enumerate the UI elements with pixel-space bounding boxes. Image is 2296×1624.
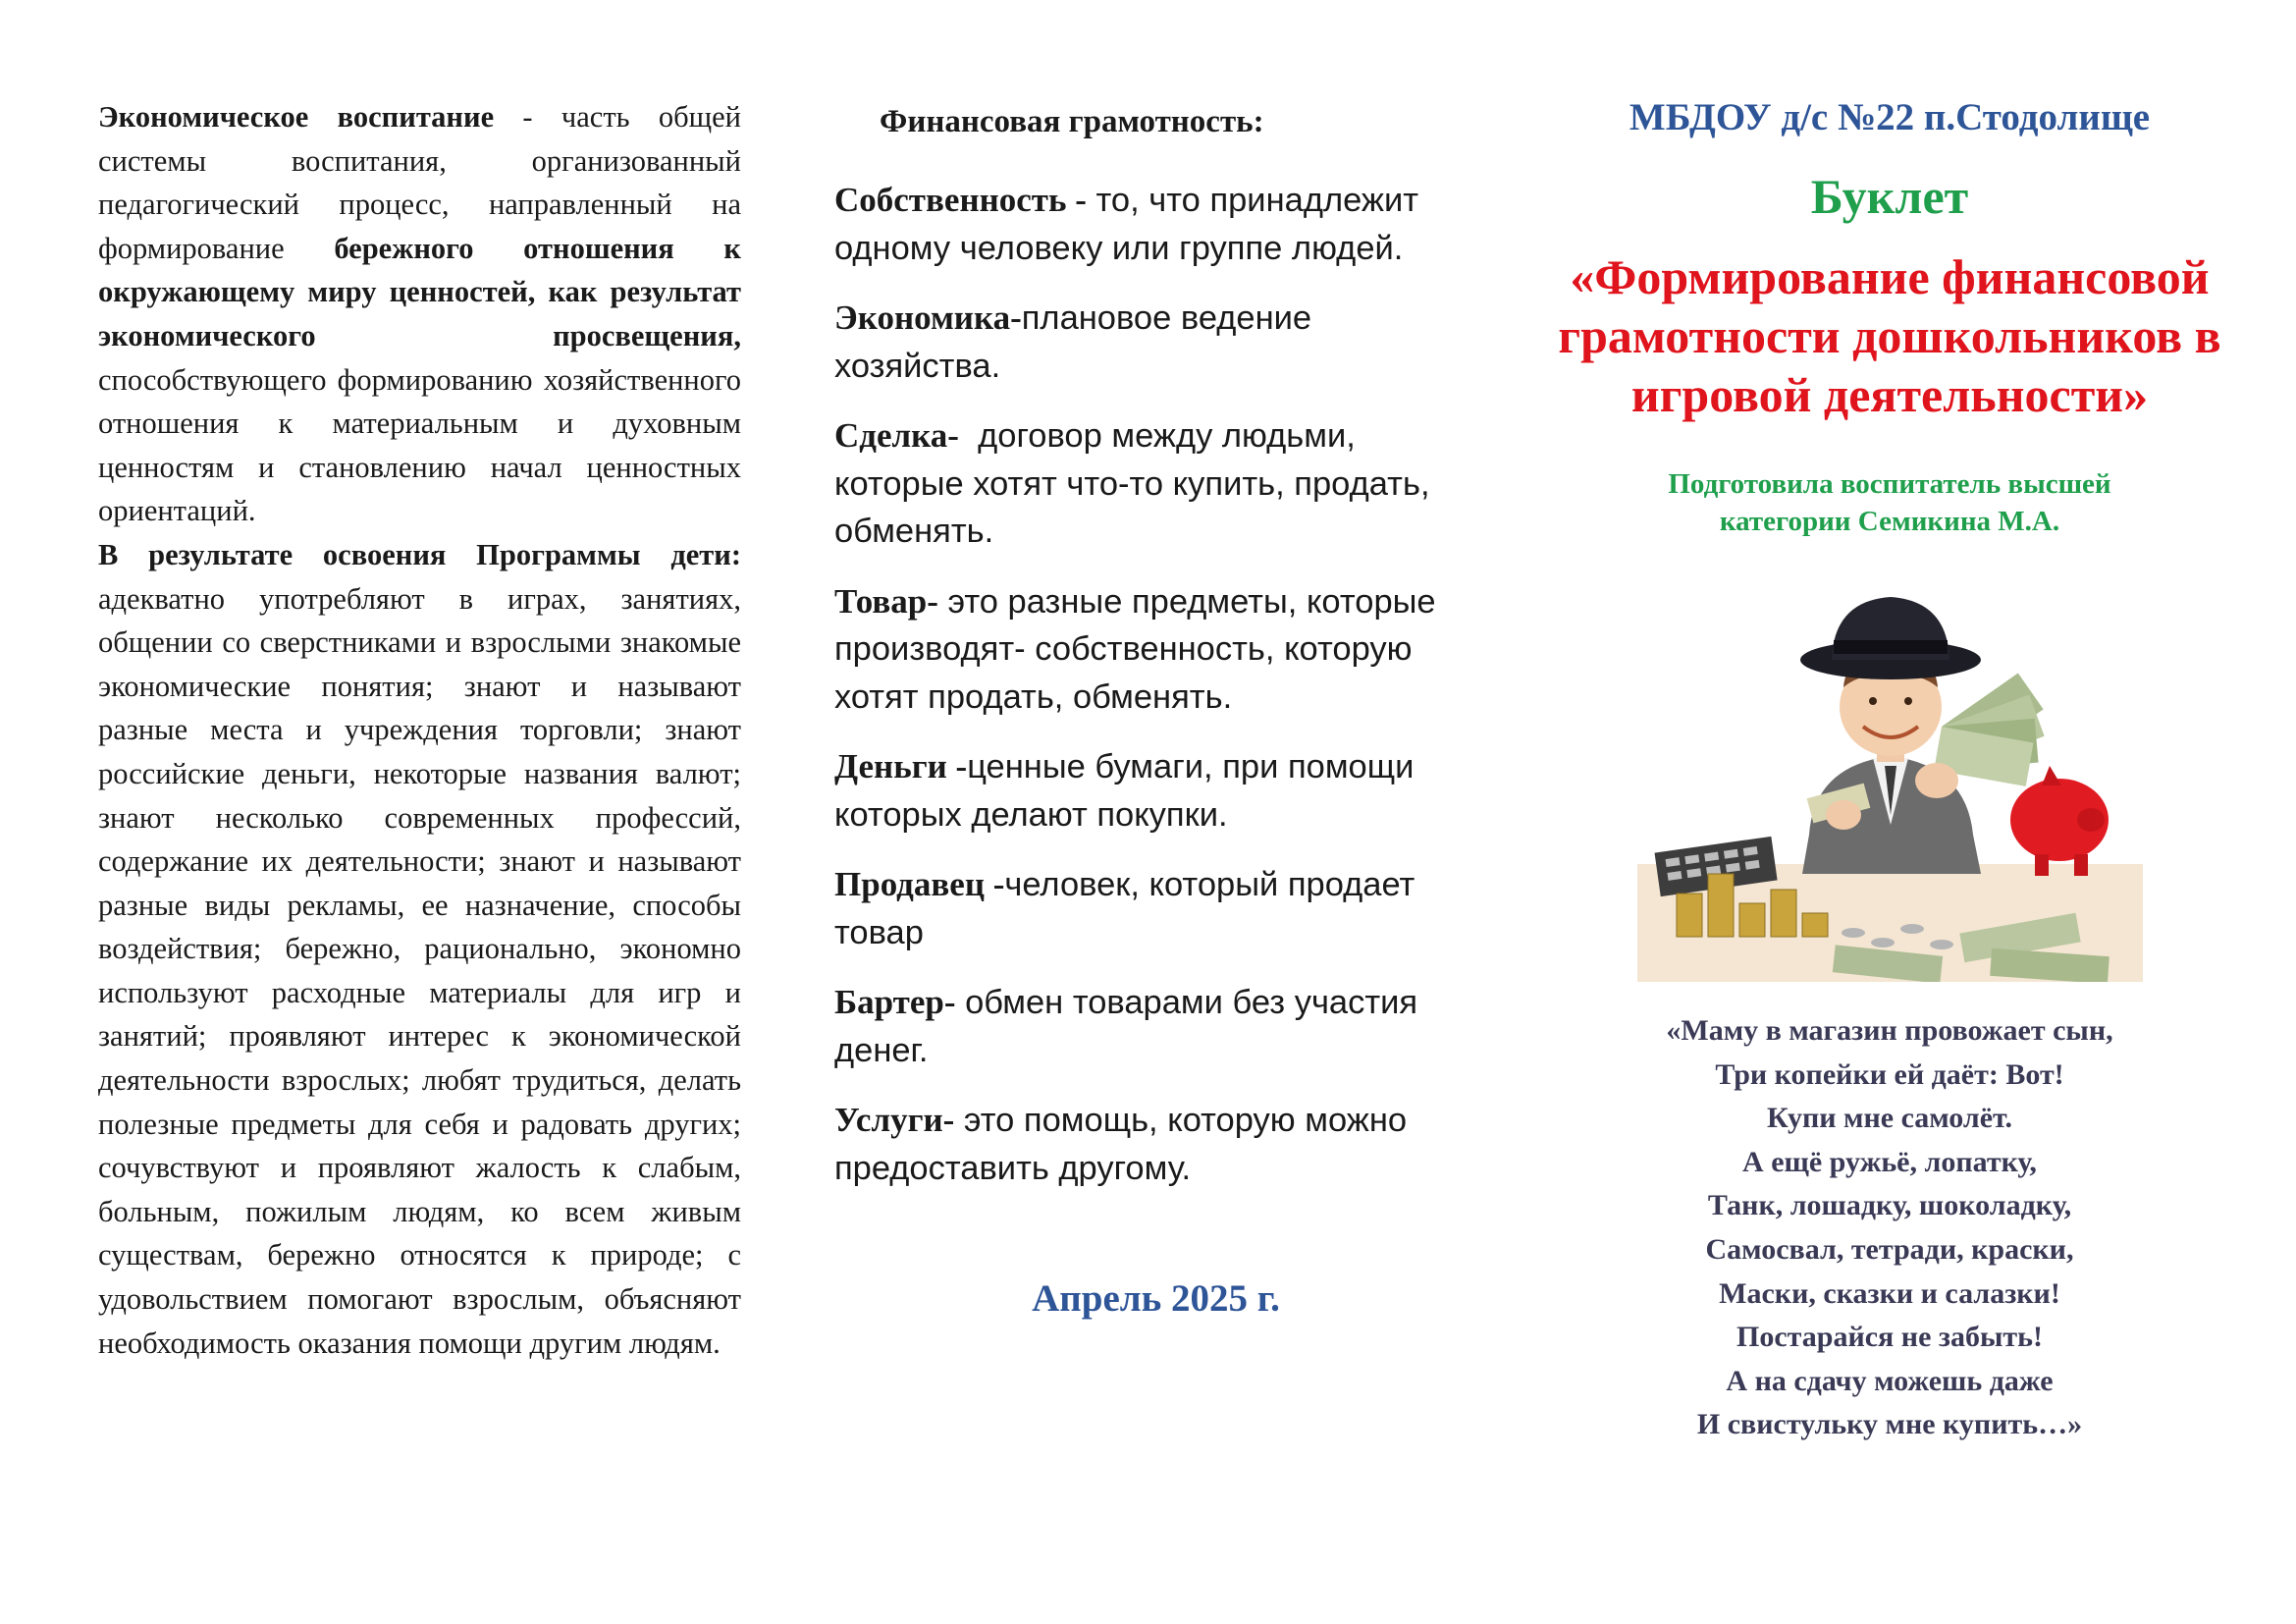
glossary-definition: договор между людьми, которые хотят что-то купить, продать, обменять. <box>834 417 1440 550</box>
boy-with-money-illustration <box>1637 579 2143 982</box>
run: Экономическое воспитание <box>98 100 495 134</box>
glossary-definition: ценные бумаги, при помощи которых делают покупки. <box>834 748 1415 834</box>
glossary-entry <box>834 295 1477 390</box>
publication-date: Апрель 2025 г. <box>1032 1277 1280 1320</box>
glossary-term: Услуги- <box>834 1101 955 1139</box>
poem-line: А ещё ружьё, лопатку, <box>1742 1145 2037 1178</box>
glossary-entry <box>834 743 1477 839</box>
author-credit <box>1546 465 2233 540</box>
financial-literacy-heading: Финансовая грамотность: <box>880 104 1264 139</box>
glossary-definition: плановое ведение хозяйства. <box>834 299 1312 385</box>
glossary-definition: то, что принадлежит одному человеку или группе людей. <box>834 182 1419 267</box>
program-results-paragraph <box>98 533 741 1365</box>
poem <box>1546 1009 2233 1447</box>
run: В результате освоения Программы дети: <box>98 537 741 571</box>
glossary-term: Сделка- <box>834 416 959 455</box>
run: адекватно употребляют в играх, занятиях, общении со сверстниками и взрослыми знакомые экономические понятия; знают и называют разные места и учреждения торговли; знают российские деньги, некоторые названия валют; знают несколько современных профессий, содержание их деятельности; знают и называют разные виды рекламы, ее назначение, способы воздействия; бережно, рационально, экономно используют расходные материалы для игр и занятий; проявляют интерес к экономической деятельности взрослых; любят трудиться, делать полезные предметы для себя и радовать других; сочувствуют и проявляют жалость к слабым, больным, пожилым людям, ко всем живым существам, бережно относятся к природе; с удовольствием помогают взрослым, объясняют необходимость оказания помощи другим людям. <box>98 581 741 1360</box>
glossary-entry <box>834 578 1477 722</box>
glossary-term: Деньги - <box>834 747 968 785</box>
glossary-definition: человек, который продает товар <box>834 866 1415 951</box>
glossary-definition: обмен товарами без участия денег. <box>834 984 1418 1069</box>
glossary-term: Собственность - <box>834 181 1087 219</box>
run: бережного отношения к окружающему миру ценностей, как результат экономического просвещения, <box>98 231 741 352</box>
economic-education-paragraph <box>98 95 741 533</box>
run: способствующего формированию хозяйственного отношения к материальным и духовным ценностям и становлению начал ценностных ориентаций. <box>98 362 741 528</box>
author-line: категории Семикина М.А. <box>1719 506 2060 537</box>
glossary-entry <box>834 861 1477 956</box>
middle-column <box>834 0 1477 1624</box>
poem-line: Купи мне самолёт. <box>1766 1102 2013 1135</box>
author-line: Подготовила воспитатель высшей <box>1668 468 2111 500</box>
glossary-definition: это помощь, которую можно предоставить другому. <box>834 1102 1408 1187</box>
glossary-definition: это разные предметы, которые производят- собственность, которую хотят продать, обменять. <box>834 582 1436 716</box>
poem-line: А на сдачу можешь даже <box>1726 1364 2054 1397</box>
glossary-term: Экономика- <box>834 298 1022 337</box>
glossary-term: Товар- <box>834 581 938 621</box>
glossary-entry <box>834 412 1477 556</box>
glossary-term: Продавец - <box>834 865 1005 903</box>
poem-line: Три копейки ей даёт: Вот! <box>1715 1057 2064 1091</box>
left-column <box>98 0 741 1624</box>
poem-line: «Маму в магазин провожает сын, <box>1666 1014 2113 1047</box>
glossary-entry <box>834 979 1477 1074</box>
run: - часть общей системы воспитания, организованный педагогический процесс, направленный на формирование <box>98 100 741 265</box>
organization-name: МБДОУ д/с №22 п.Стодолище <box>1629 96 2151 138</box>
glossary-entry <box>834 177 1477 272</box>
poem-line: Танк, лошадку, шоколадку, <box>1707 1189 2072 1222</box>
glossary-entry <box>834 1097 1477 1192</box>
poem-line: Самосвал, тетради, краски, <box>1705 1232 2074 1266</box>
booklet-label: Буклет <box>1810 169 1969 224</box>
booklet-title: «Формирование финансовой грамотности дошкольников в игровой деятельности» <box>1558 249 2221 422</box>
poem-line: Маски, сказки и салазки! <box>1719 1276 2060 1310</box>
glossary-term: Бартер- <box>834 983 956 1021</box>
poem-line: Постарайся не забыть! <box>1736 1321 2043 1354</box>
right-column <box>1546 0 2233 1624</box>
poem-line: И свистульку мне купить…» <box>1696 1408 2083 1441</box>
